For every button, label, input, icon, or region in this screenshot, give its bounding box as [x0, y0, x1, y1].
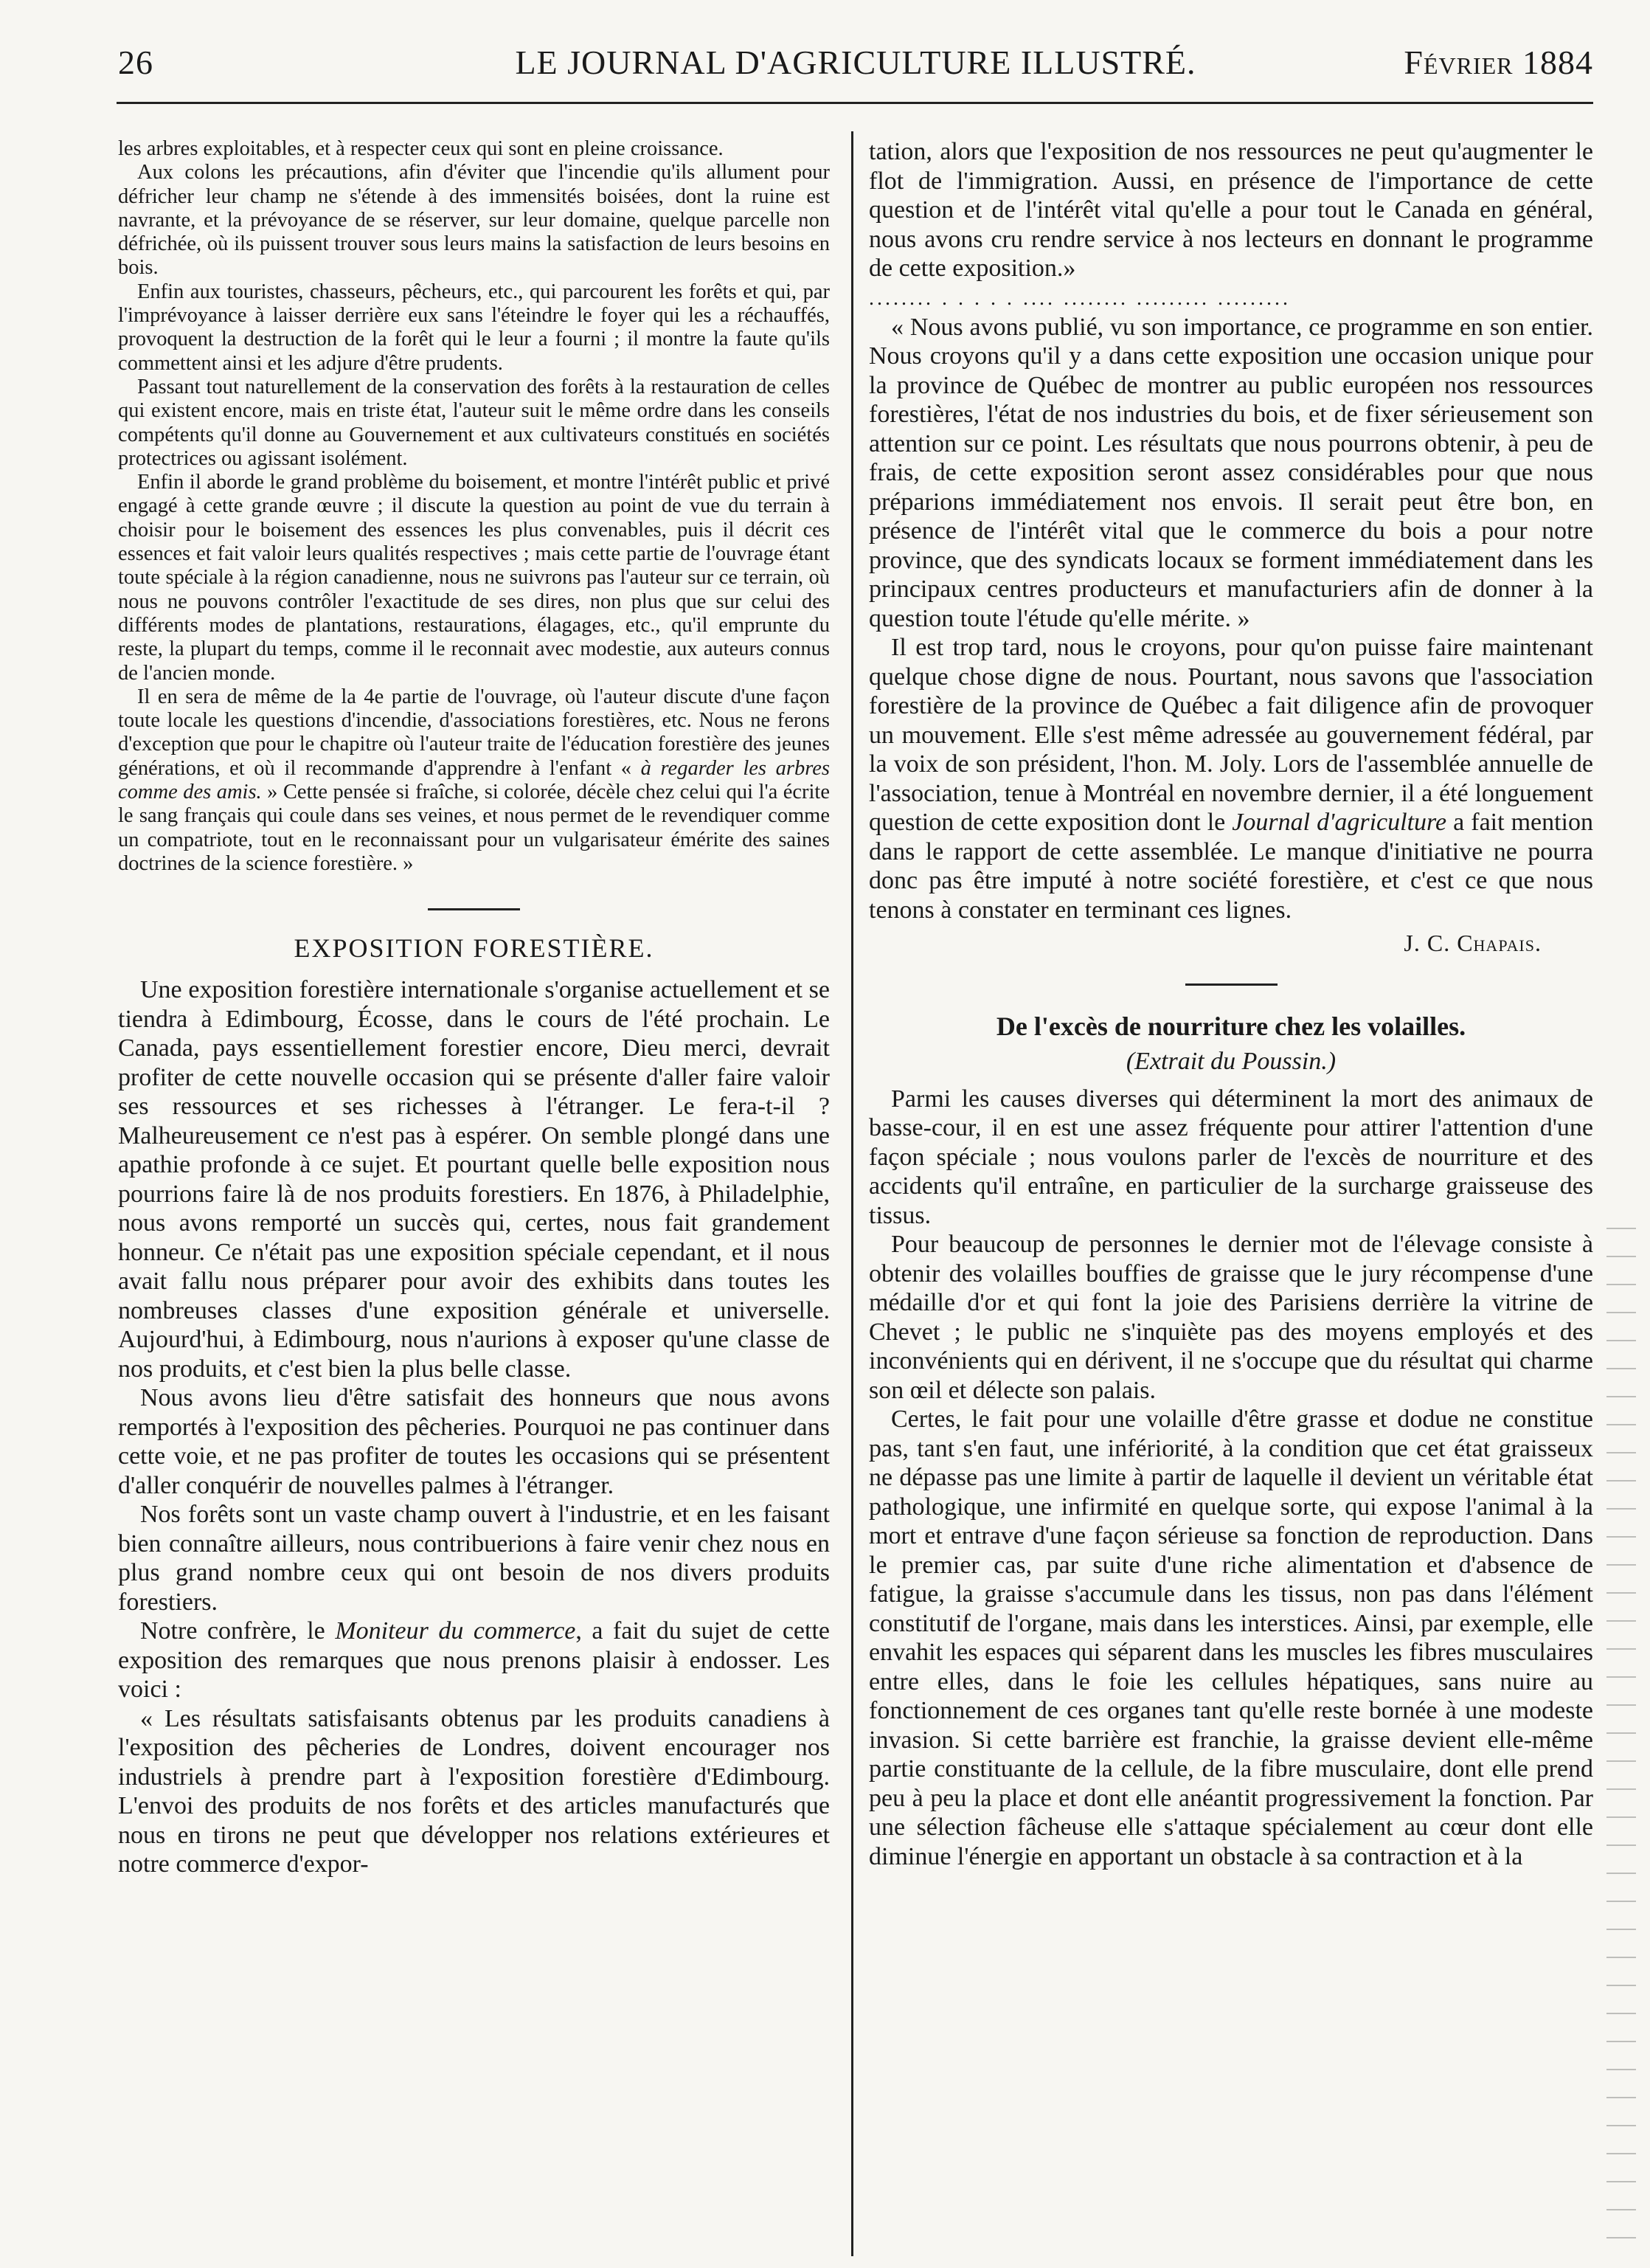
- ellipsis-line: ........ . . . . . .... ........ ......... .........: [869, 287, 1291, 310]
- exposition-article-continued: [869, 137, 1593, 958]
- conclusion-paragraph: [869, 633, 1593, 924]
- program-paragraph: « Nous avons publié, vu son importance, ce programme en son entier. Nous croyons qu'il y a dans cette exposition une occasion unique pour la province de Québec de montrer au public européen nos ressources forestières, l'état de nos industries du bois, et de fixer sérieusement son attention sur ce point. Les résultats que nous pourrons obtenir, à peu de frais, de cette exposition seront assez considérables pour que nous préparions immédiatement nos envois. Il serait peut être bon, en présence de l'intérêt vital que le commerce du bois a pour notre province, que des syndicats locaux se forment immédiatement dans les principaux centres producteurs et manufacturiers afin de donner à la question toute l'étude qu'elle mérite. »: [869, 313, 1593, 632]
- review-paragraph: Enfin il aborde le grand problème du boisement, et montre l'intérêt public et privé engagé à cette grande œuvre ; il discute la question au point de vue du terrain à choisir pour le boisement des essences les plus convenables, puis il décrit ces essences et fait valoir leurs qualités respectives ; mais cette partie de l'ouvrage étant toute spéciale à la région canadienne, nous ne suivrons pas l'auteur sur ce terrain, où nous ne pouvons contrôler l'exactitude de ses dires, non plus que sur celui des différents modes de plantations, restaurations, élagages, etc., qu'il emprunte du reste, la plupart du temps, comme il le reconnait avec modestie, aux auteurs connus de l'ancien monde.: [118, 471, 830, 685]
- article-paragraph: Une exposition forestière internationale s'organise actuellement et se tiendra à Edimbourg, Écosse, dans le cours de l'été prochain. Le Canada, pays essentiellement forestier encore, Dieu merci, devrait profiter de cette nouvelle occasion qui se présente d'aller faire valoir ses ressources et ses richesses à l'étranger. Le fera-t-il ? Malheureusement ce n'est pas à espérer. On semble plongé dans une apathie profonde à ce sujet. Et pourtant quelle belle exposition nous pourrions faire là de nos produits forestiers. En 1876, à Philadelphie, nous avons remporté un succès qui, certes, nous fait grandement honneur. Ce n'était pas une exposition spéciale cependant, et il nous avait fallu nous préparer pour avoir des exhibits dans toutes les nombreuses classes d'une exposition générale et universelle. Aujourd'hui, à Edimbourg, nous n'aurions à exposer qu'une classe de nos produits, et c'est bien la plus belle classe.: [118, 976, 830, 1383]
- signature-initials: J. C.: [1404, 930, 1457, 956]
- moniteur-italic: Moniteur du commerce: [335, 1617, 576, 1645]
- volailles-article: [869, 1085, 1593, 1872]
- left-column: [118, 137, 830, 1879]
- book-review-section: [118, 137, 830, 876]
- article-text: Il est trop tard, nous le croyons, pour qu'on puisse faire maintenant quelque chose digne de nous. Pourtant, nous savons que l'association forestière de la province de Québec a fait diligence afin de provoquer un mouvement. Elle s'est même adressée au gouvernement fédéral, par la voix de son président, l'hon. M. Joly. Lors de l'assemblée annuelle de l'association, tenue à Montréal en novembre dernier, il a été longuement question de cette exposition dont le: [869, 634, 1593, 836]
- header-rule: [117, 102, 1593, 104]
- article-paragraph: Nos forêts sont un vaste champ ouvert à l'industrie, et en les faisant bien connaître ailleurs, nous contribuerions à faire venir chez nous en plus grand nombre ceux qui ont besoin de nos divers produits forestiers.: [118, 1501, 830, 1616]
- quote-paragraph: « Les résultats satisfaisants obtenus par les produits canadiens à l'exposition des pêcheries de Londres, doivent encourager nos industriels à prendre part à l'exposition forestière d'Edimbourg. L'envoi des produits de nos forêts et des articles manufacturés que nous en tirons ne peut que développer nos relations extérieures et notre commerce d'expor-: [118, 1704, 830, 1878]
- article-paragraph: Parmi les causes diverses qui déterminent la mort des animaux de basse-cour, il en est une assez fréquente pour attirer l'attention d'une façon spéciale ; nous voulons parler de l'excès de nourriture et des accidents qu'il entraîne, en particulier de la surcharge graisseuse des tissus.: [869, 1085, 1593, 1229]
- review-italic-quote: à regarder les arbres comme des amis.: [118, 756, 830, 804]
- page-number: 26: [118, 44, 153, 81]
- article-text: , a fait du sujet de cette exposition des remarques que nous prenons plaisir à endosser. Les voici :: [118, 1617, 830, 1704]
- article-paragraph: Certes, le fait pour une volaille d'être grasse et dodue ne constitue pas, tant s'en faut, une infériorité, à la condition que cet état graisseux ne dépasse pas une limite à partir de laquelle il devient un véritable état pathologique, une infirmité en quelque sorte, qui expose l'animal à la mort et entrave d'une façon sérieuse sa fonction de reproduction. Dans le premier cas, par suite d'une riche alimentation et d'absence de fatigue, la graisse s'accumule dans les tissus, non pas dans l'élément constitutif de l'organe, mais dans les interstices. Ainsi, par exemple, elle envahit les espaces qui séparent dans les muscles les fibres musculaires entre elles, dans le foie les cellules hépatiques, sans nuire au fonctionnement de ces organes tant qu'elle reste bornée à une modeste invasion. Si cette barrière est franchie, la graisse devient elle-même partie constituante de la cellule, de la fibre musculaire, dont elle prend peu à peu la place et dont elle anéantit progressivement la fonction. Par une sélection fâcheuse elle s'attaque spécialement au cœur dont elle diminue l'énergie en apportant un obstacle à sa contraction et à la: [869, 1406, 1593, 1870]
- article-title-volailles: De l'excès de nourriture chez les volailles.: [996, 1011, 1466, 1041]
- page-header: [118, 43, 1593, 87]
- review-paragraph: Aux colons les précautions, afin d'éviter que l'incendie qu'ils allument pour défricher leur champ ne s'étende à des immensités boisées, dont la ruine est navrante, et la prévoyance de se réserver, sur leur domaine, quelque parcelle non défrichée, où ils puissent trouver sous leurs mains la satisfaction de leurs besoins en bois.: [118, 161, 830, 280]
- journal-italic: Journal d'agriculture: [1232, 809, 1447, 836]
- review-text: » Cette pensée si fraîche, si colorée, décèle chez celui qui l'a écrite le sang français qui coule dans ses veines, et nous permet de le revendiquer comme un compatriote, tout en le reconnaissant pour un vulgarisateur émérite des saines doctrines de la science forestière. »: [118, 781, 830, 875]
- author-signature: [869, 929, 1542, 958]
- section-heading-exposition: EXPOSITION FORESTIÈRE.: [294, 933, 654, 964]
- moniteur-paragraph: [118, 1617, 830, 1704]
- review-paragraph: Passant tout naturellement de la conservation des forêts à la restauration de celles qui existent encore, mais en triste état, l'auteur suit le même ordre dans les conseils compétents qu'il donne au Gouvernement et aux cultivateurs constitués en sociétés protectrices ou agissant isolément.: [118, 375, 830, 470]
- exposition-article: [118, 975, 830, 1879]
- review-text: Il en sera de même de la 4e partie de l'ouvrage, où l'auteur discute d'une façon toute locale les questions d'incendie, d'associations forestières, etc. Nous ne ferons d'exception que pour le chapitre où l'auteur traite de l'éducation forestière des jeunes générations, et où il recommande d'apprendre à l'enfant «: [118, 685, 830, 780]
- review-paragraph: les arbres exploitables, et à respecter ceux qui sont en pleine croissance.: [118, 137, 724, 160]
- article-source: (Extrait du Poussin.): [1126, 1047, 1337, 1075]
- journal-title: LE JOURNAL D'AGRICULTURE ILLUSTRÉ.: [515, 44, 1196, 81]
- continuation-paragraph: tation, alors que l'exposition de nos ressources ne peut qu'augmenter le flot de l'immigration. Aussi, en présence de l'importance de cette question et de l'intérêt vital qu'elle a pour tout le Canada en général, nous avons cru rendre service à nos lecteurs en donnant le programme de cette exposition.»: [869, 138, 1593, 282]
- review-last-paragraph: [118, 685, 830, 876]
- section-separator: [1185, 983, 1278, 986]
- article-text: Notre confrère, le: [140, 1617, 336, 1645]
- issue-date: Février 1884: [1404, 44, 1593, 81]
- article-text: a fait mention dans le rapport de cette assemblée. Le manque d'initiative ne pourra donc pas être imputé à notre société forestière, et c'est ce que nous tenons à constater en terminant ces lignes.: [869, 809, 1594, 924]
- column-divider: [851, 131, 853, 2256]
- right-column: [869, 137, 1593, 1871]
- signature-name: Chapais.: [1457, 930, 1542, 956]
- scan-margin-marks: [1606, 1217, 1636, 2250]
- review-paragraph: Enfin aux touristes, chasseurs, pêcheurs, etc., qui parcourent les forêts et qui, par l'imprévoyance à laisser derrière eux sans l'éteindre le foyer qui les a réchauffés, provoquent la destruction de la forêt qui le leur a fourni ; il montre la faute qu'ils commettent ainsi et les adjure d'être prudents.: [118, 280, 830, 375]
- section-separator: [428, 908, 520, 910]
- article-paragraph: Pour beaucoup de personnes le dernier mot de l'élevage consiste à obtenir des volailles bouffies de graisse que le jury récompense d'une médaille d'or et qui font la joie des Parisiens derrière la vitrine de Chevet ; le public ne s'inquiète pas des moyens employés et des inconvénients qui en dérivent, il ne s'occupe que du résultat qui charme son œil et délecte son palais.: [869, 1231, 1593, 1404]
- article-paragraph: Nous avons lieu d'être satisfait des honneurs que nous avons remportés à l'exposition des pêcheries. Pourquoi ne pas continuer dans cette voie, et ne pas profiter de toutes les occasions qui se présentent d'aller conquérir de nouvelles palmes à l'étranger.: [118, 1384, 830, 1499]
